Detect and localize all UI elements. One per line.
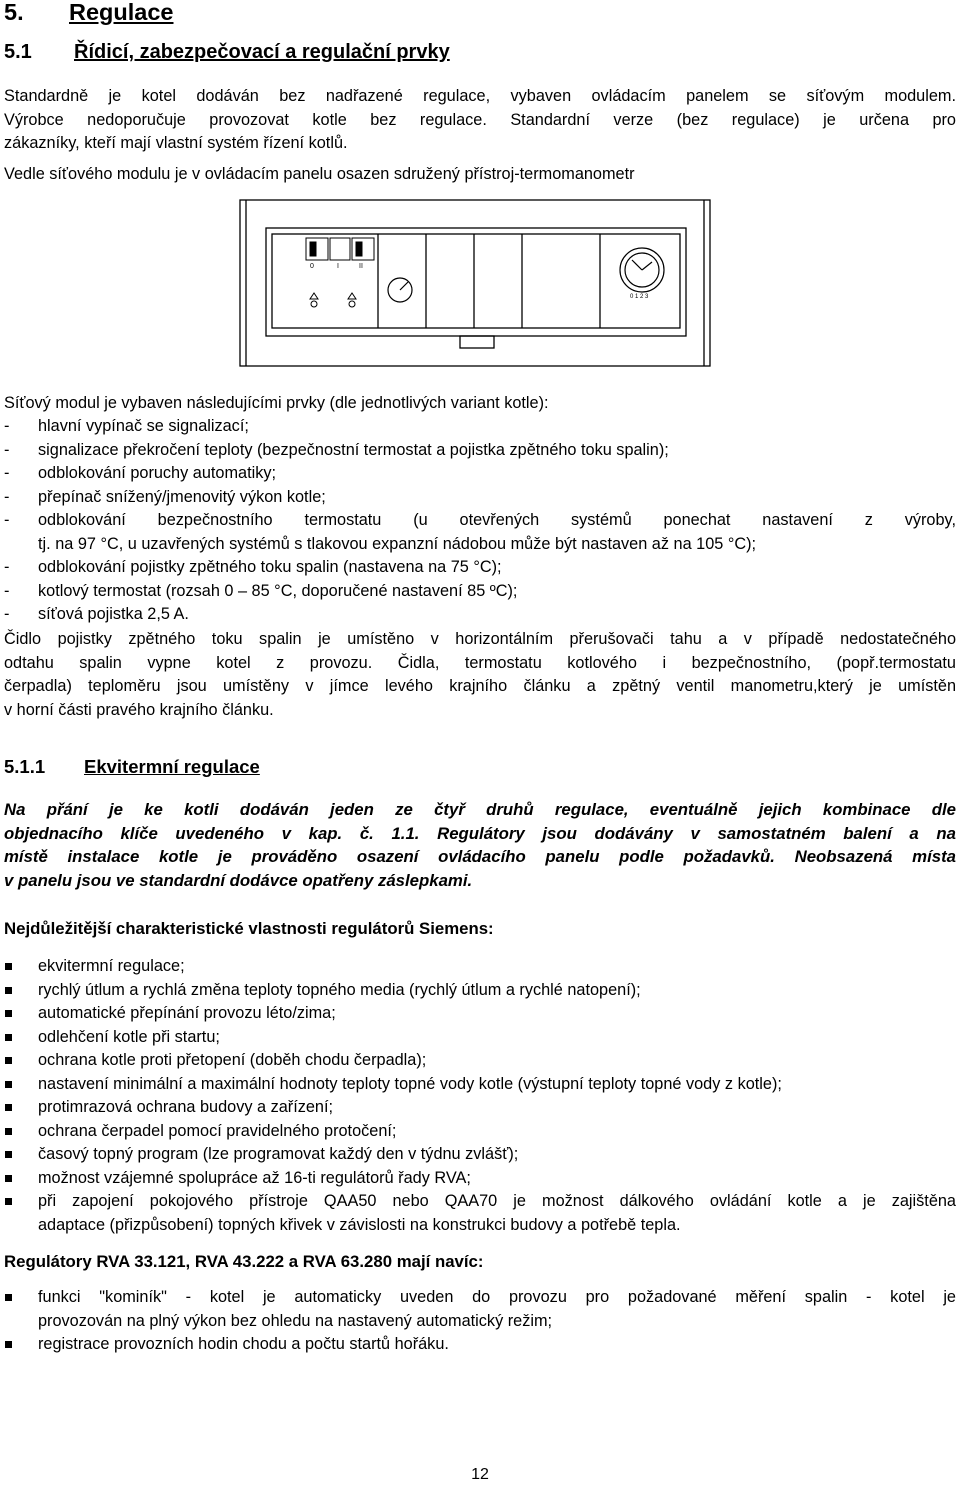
subsection-heading (4, 41, 956, 64)
list-item-text: odblokování poruchy automatiky; (38, 464, 277, 482)
page-number: 12 (471, 1466, 489, 1483)
list-item-text: registrace provozních hodin chodu a počtu startů hořáku. (38, 1335, 449, 1353)
intro-paragraph (4, 85, 956, 156)
bullet-icon (4, 979, 38, 1003)
list-item (4, 556, 956, 580)
list-item-text: hlavní vypínač se signalizací; (38, 417, 249, 435)
list-item (4, 439, 956, 463)
list-item (4, 1333, 956, 1357)
list-item-text: odblokování bezpečnostního termostatu (u otevřených systémů ponechat nastavení z výroby, (38, 511, 956, 529)
list-item (4, 1073, 956, 1097)
list-item-text: adaptace (přizpůsobení) topných křivek v závislosti na konstrukci budovy a potřebě tepla. (38, 1215, 681, 1234)
list-item-text: přepínač snížený/jmenovitý výkon kotle; (38, 487, 326, 506)
section-title: Regulace (69, 0, 174, 25)
dash-marker: - (4, 417, 10, 435)
list-item (4, 1026, 956, 1050)
subsubsection-heading (4, 756, 956, 778)
list-item (4, 462, 956, 486)
list-item-text: automatické přepínání provozu léto/zima; (38, 1004, 336, 1022)
list-item (4, 1120, 956, 1144)
paragraph-line: Síťový modul je vybaven následujícími prvky (dle jednotlivých variant kotle): (4, 394, 549, 412)
paragraph-line: odtahu spalin vypne kotel z provozu. Čidla, termostatu kotlového i bezpečnostního, (popř.termostatu (4, 653, 956, 672)
subsection-number: 5.1 (4, 41, 32, 63)
list-item-text: kotlový termostat (rozsah 0 – 85 °C, doporučené nastavení 85 ºC); (38, 581, 518, 600)
bullet-icon (4, 1120, 38, 1144)
bullet-icon (4, 1073, 38, 1097)
dash-marker: - (4, 581, 10, 600)
reset-buttons (310, 293, 356, 307)
bullet-icon (4, 955, 38, 979)
rva-feature-list (4, 1286, 956, 1357)
list-item-text: provozován na plný výkon bez ohledu na nastavený automatický režim; (38, 1311, 553, 1330)
dash-marker: - (4, 464, 10, 482)
rva-heading: Regulátory RVA 33.121, RVA 43.222 a RVA 63.280 mají navíc: (4, 1252, 484, 1271)
list-item (4, 486, 956, 510)
list-item-text: signalizace překročení teploty (bezpečnostní termostat a pojistka zpětného toku spalin); (38, 440, 669, 459)
network-module-list (4, 415, 956, 627)
list-item (4, 1096, 956, 1120)
list-item-text: možnost vzájemné spolupráce až 16-ti regulátorů řady RVA; (38, 1168, 471, 1187)
bullet-icon (4, 1049, 38, 1073)
paragraph-line: Na přání je ke kotli dodáván jeden ze čtyř druhů regulace, eventuálně jejich kombinace dle (4, 800, 956, 819)
paragraph-line: v panelu jsou ve standardní dodávce opatřeny záslepkami. (4, 870, 473, 890)
section-heading (4, 0, 956, 26)
dash-marker: - (4, 558, 10, 576)
panel-paragraph (4, 163, 956, 187)
list-item (4, 955, 956, 979)
list-item-text: časový topný program (lze programovat každý den v týdnu zvlášť); (38, 1145, 519, 1163)
switch-label: II (359, 263, 363, 270)
paragraph-line: čerpadla) teploměru jsou umístěny v jímce levého krajního článku a zpětný ventil manometru,který je umístěn (4, 677, 956, 695)
switch-row (306, 238, 374, 260)
list-item (4, 1167, 956, 1191)
list-item-text: ochrana čerpadel pomocí pravidelného protočení; (38, 1121, 397, 1140)
list-item-text: rychlý útlum a rychlá změna teploty topného media (rychlý útlum a rychlé natopení); (38, 980, 641, 999)
siemens-heading: Nejdůležitější charakteristické vlastnosti regulátorů Siemens: (4, 919, 494, 938)
list-item (4, 1002, 956, 1026)
regulation-intro (4, 798, 956, 892)
list-item-text: síťová pojistka 2,5 A. (38, 605, 189, 623)
dash-marker: - (4, 511, 10, 529)
dash-marker: - (4, 487, 10, 506)
list-item (4, 580, 956, 604)
subsubsection-number: 5.1.1 (4, 756, 46, 777)
list-item-continuation (4, 533, 956, 557)
list-item-text: odblokování pojistky zpětného toku spalin (nastavena na 75 °C); (38, 558, 502, 576)
thermostat-knob (388, 278, 412, 302)
list-item-text: funkci "kominík" - kotel je automaticky uveden do provozu pro požadované měření spalin - kotel je (38, 1288, 956, 1306)
bullet-icon (4, 1190, 38, 1237)
list-item (4, 979, 956, 1003)
switch-label: I (337, 263, 339, 270)
dash-marker: - (4, 605, 10, 623)
bullet-icon (4, 1002, 38, 1026)
paragraph-line: v horní části pravého krajního článku. (4, 700, 274, 719)
section-number: 5. (4, 0, 24, 25)
list-item (4, 509, 956, 533)
list-item-text: při zapojení pokojového přístroje QAA50 nebo QAA70 je možnost dálkového ovládání kotle a je zajištěna (38, 1192, 956, 1210)
sensor-paragraph (4, 628, 956, 722)
list-item-text: odlehčení kotle při startu; (38, 1027, 220, 1046)
paragraph-line: Standardně je kotel dodáván bez nadřazené regulace, vybaven ovládacím panelem se síťovým modulem. (4, 87, 956, 105)
siemens-feature-list (4, 955, 956, 1237)
paragraph-line: Vedle síťového modulu je v ovládacím panelu osazen sdružený přístroj-termomanometr (4, 165, 635, 183)
list-item (4, 1143, 956, 1167)
paragraph-line: Výrobce nedoporučuje provozovat kotle bez regulace. Standardní verze (bez regulace) je určena pro (4, 110, 956, 129)
list-item (4, 1286, 956, 1333)
subsubsection-title: Ekvitermní regulace (84, 756, 260, 777)
bullet-icon (4, 1286, 38, 1333)
list-item-text: protimrazová ochrana budovy a zařízení; (38, 1098, 334, 1116)
list-item-text: tj. na 97 °C, u uzavřených systémů s tlakovou expanzní nádobou může být nastaven až na 105 °C); (38, 534, 757, 553)
paragraph-line: zákazníky, kteří mají vlastní systém řízení kotlů. (4, 134, 348, 152)
bullet-icon (4, 1333, 38, 1357)
bullet-icon (4, 1143, 38, 1167)
switch-label: 0 (310, 263, 314, 270)
list-item (4, 1049, 956, 1073)
gauge-scale: 0 1 2 3 (630, 294, 649, 300)
bullet-icon (4, 1026, 38, 1050)
paragraph-line: Čidlo pojistky zpětného toku spalin je umístěno v horizontálním přerušovači tahu a v případě nedostatečného (4, 630, 956, 648)
list-item-text: ekvitermní regulace; (38, 957, 185, 975)
paragraph-line: místě instalace kotle je prováděno osazení ovládacího panelu podle požadavků. Neobsazená místa (4, 847, 956, 866)
list-item (4, 415, 956, 439)
paragraph-line: objednacího klíče uvedeného v kap. č. 1.1. Regulátory jsou dodávány v samostatném balení a na (4, 823, 956, 843)
list-item (4, 1190, 956, 1237)
list-intro (4, 392, 956, 416)
dash-marker: - (4, 440, 10, 459)
thermomanometer-gauge (620, 248, 664, 292)
list-item-text: nastavení minimální a maximální hodnoty teploty topné vody kotle (výstupní teploty topné vody z kotle); (38, 1074, 782, 1093)
bullet-icon (4, 1167, 38, 1191)
list-item (4, 603, 956, 627)
list-item-text: ochrana kotle proti přetopení (doběh chodu čerpadla); (38, 1051, 427, 1069)
bullet-icon (4, 1096, 38, 1120)
subsection-title: Řídicí, zabezpečovací a regulační prvky (74, 41, 450, 63)
control-panel-figure (238, 198, 712, 370)
